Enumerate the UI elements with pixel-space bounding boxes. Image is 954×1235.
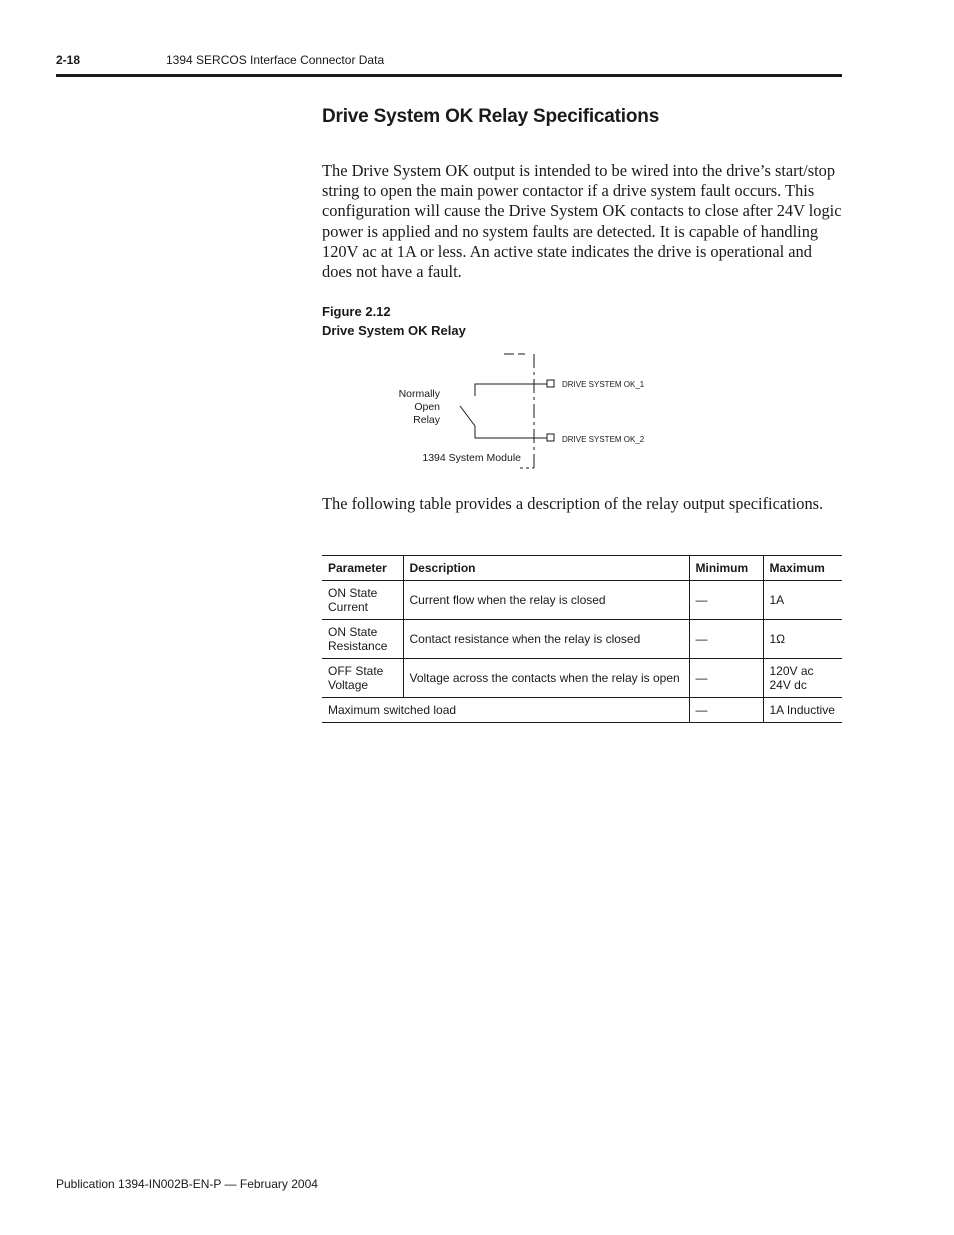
terminal-1-label: DRIVE SYSTEM OK_1: [562, 380, 645, 389]
cell-maximum: 1A Inductive: [763, 698, 842, 723]
col-header-description: Description: [403, 556, 689, 581]
cell-minimum: —: [689, 698, 763, 723]
cell-parameter: OFF State Voltage: [322, 659, 403, 698]
section-title: 1394 SERCOS Interface Connector Data: [166, 53, 385, 67]
header-rule: [56, 74, 842, 77]
table-row: [322, 620, 842, 659]
cell-minimum: —: [689, 659, 763, 698]
relay-label-line1: Normally: [398, 388, 440, 400]
table-row: [322, 581, 842, 620]
cell-summary-label: Maximum switched load: [322, 698, 689, 723]
cell-minimum: —: [689, 620, 763, 659]
col-header-minimum: Minimum: [689, 556, 763, 581]
cell-description: Voltage across the contacts when the relay is open: [403, 659, 689, 698]
module-label: 1394 System Module: [422, 452, 521, 464]
page-number: 2-18: [56, 53, 81, 67]
cell-description: Contact resistance when the relay is closed: [403, 620, 689, 659]
col-header-maximum: Maximum: [763, 556, 842, 581]
cell-minimum: —: [689, 581, 763, 620]
terminal-1-box: [547, 380, 554, 387]
cell-maximum: 120V ac 24V dc: [763, 659, 842, 698]
col-header-parameter: Parameter: [322, 556, 403, 581]
figure-number: Figure 2.12: [322, 304, 391, 319]
intro-paragraph: The Drive System OK output is intended to be wired into the drive’s start/stop string to open the main power contactor if a drive system fault occurs. This configuration will cause the Drive System OK contacts to close after 24V logic power is applied and no system faults are detected. It is capable of handling 120V ac at 1A or less. An active state indicates the drive is operational and does not have a fault.: [322, 161, 842, 282]
relay-wire-bottom: [475, 426, 547, 438]
relay-contact-arm: [460, 406, 475, 426]
page-heading: Drive System OK Relay Specifications: [322, 106, 660, 127]
terminal-2-label: DRIVE SYSTEM OK_2: [562, 435, 645, 444]
figure-caption: Drive System OK Relay: [322, 323, 466, 338]
relay-diagram: [380, 346, 660, 476]
relay-label-line3: Relay: [413, 414, 440, 426]
table-intro-paragraph: The following table provides a description of the relay output specifications.: [322, 494, 824, 513]
relay-spec-table: [322, 555, 842, 723]
terminal-2-box: [547, 434, 554, 441]
table-summary-row: [322, 698, 842, 723]
cell-description: Current flow when the relay is closed: [403, 581, 689, 620]
cell-maximum: 1A: [763, 581, 842, 620]
publication-footer: Publication 1394-IN002B-EN-P — February 2004: [56, 1177, 318, 1191]
table-header-row: [322, 556, 842, 581]
relay-label-line2: Open: [414, 401, 440, 413]
cell-maximum: 1Ω: [763, 620, 842, 659]
cell-parameter: ON State Resistance: [322, 620, 403, 659]
relay-wire-top: [475, 384, 547, 396]
table-row: [322, 659, 842, 698]
cell-parameter: ON State Current: [322, 581, 403, 620]
